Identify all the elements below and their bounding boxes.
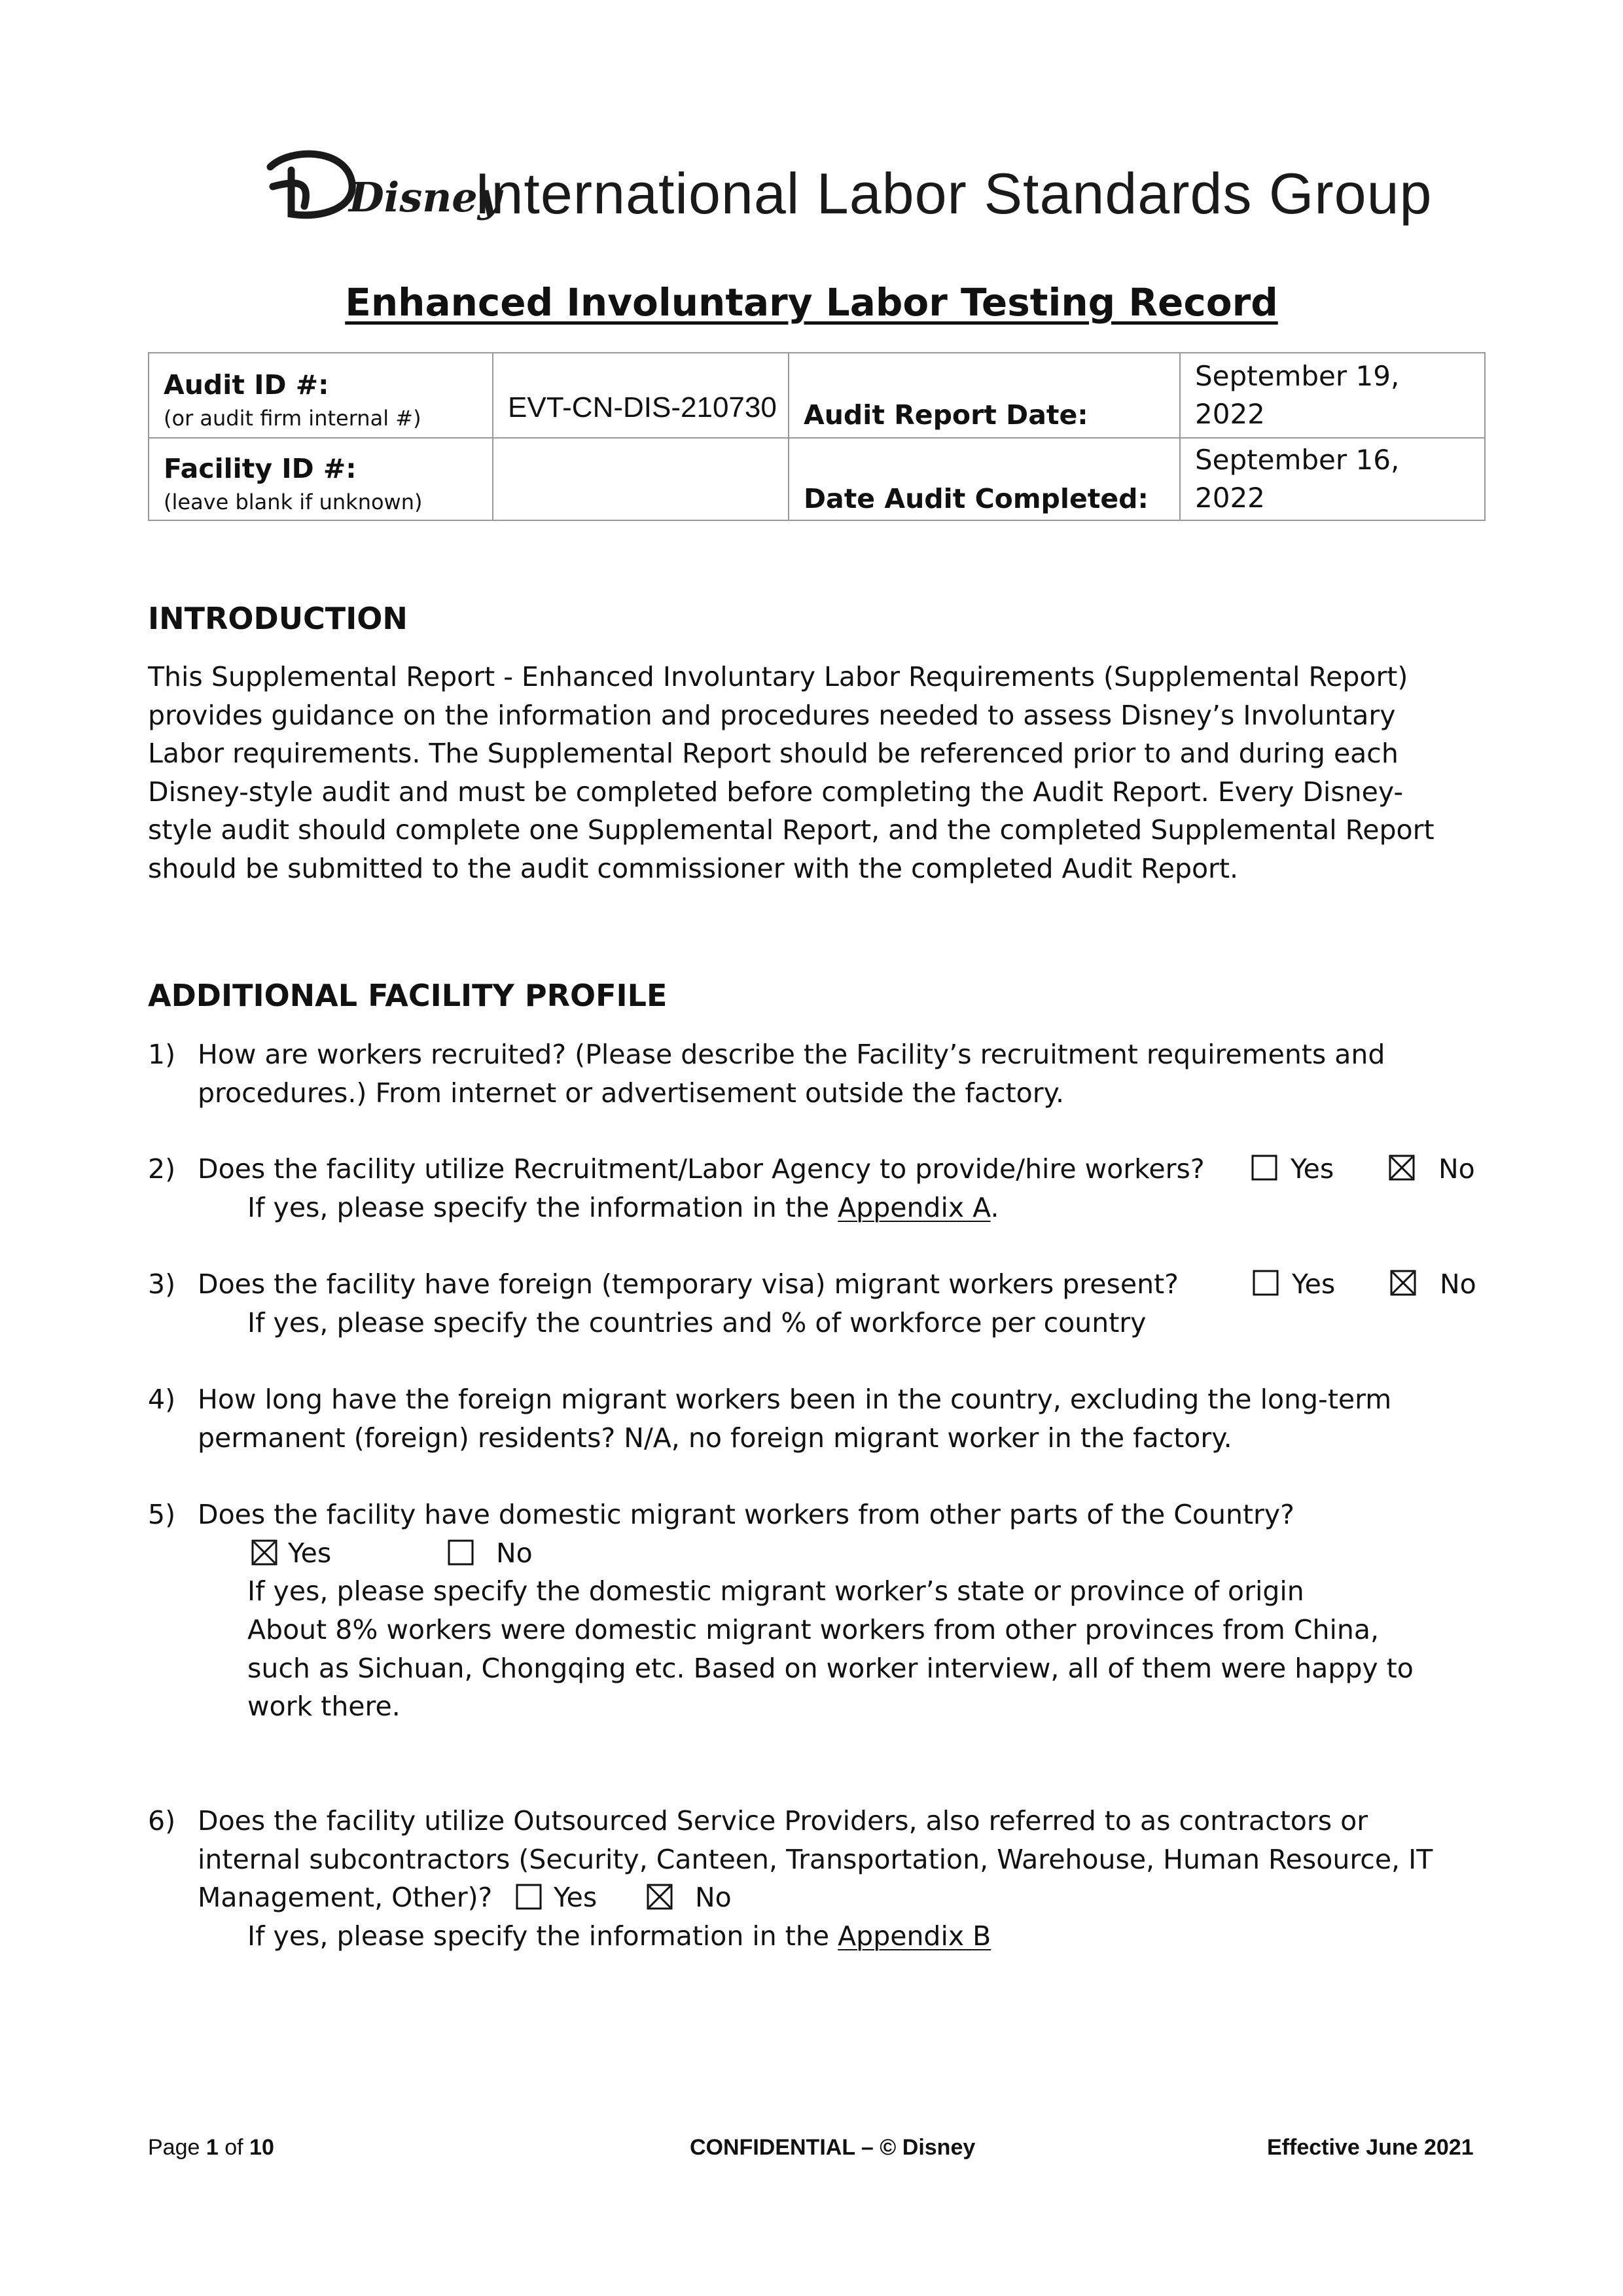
audit-id-label: Audit ID #:	[164, 369, 329, 401]
q5-yes-checkbox[interactable]	[251, 1539, 277, 1566]
q5-note: If yes, please specify the domestic migrant worker’s state or province of origin	[247, 1575, 1304, 1607]
q2-no-label: No	[1438, 1153, 1475, 1185]
org-name: International Labor Standards Group	[474, 161, 1433, 226]
appendix-b-link[interactable]: Appendix B	[838, 1920, 991, 1952]
facility-id-note: (leave blank if unknown)	[164, 490, 423, 514]
q1-text: How are workers recruited? (Please describe the Facility’s recruitment requirements and procedures.) From internet or advertisement outside the factory.	[198, 1039, 1385, 1109]
q3-no-label: No	[1440, 1268, 1476, 1300]
q4-text: How long have the foreign migrant workers been in the country, excluding the long-term permanent (foreign) residents? N/A, no foreign migrant worker in the factory.	[198, 1384, 1392, 1454]
effective-date: Effective June 2021	[1267, 2135, 1474, 2160]
q6-text: Does the facility utilize Outsourced Service Providers, also referred to as contractors or internal subcontractors (Security, Canteen, Transportation, Warehouse, Human Resource, IT Management, Other)?	[198, 1805, 1433, 1913]
audit-report-date-value: September 19, 2022	[1195, 360, 1400, 430]
q2-text: Does the facility utilize Recruitment/Labor Agency to provide/hire workers?	[198, 1153, 1205, 1185]
audit-id-note: (or audit firm internal #)	[164, 406, 421, 431]
q5-no-checkbox[interactable]	[448, 1539, 474, 1566]
q1-number: 1)	[148, 1039, 176, 1070]
q6-number: 6)	[148, 1805, 176, 1837]
q4-number: 4)	[148, 1384, 176, 1415]
q2-note: If yes, please specify the information in the Appendix A.	[247, 1192, 999, 1223]
q2-yes-label: Yes	[1291, 1153, 1334, 1185]
q6-note: If yes, please specify the information in the Appendix B	[247, 1920, 991, 1952]
appendix-a-link[interactable]: Appendix A	[838, 1192, 991, 1223]
document-title: Enhanced Involuntary Labor Testing Record	[345, 280, 1278, 325]
q3-note: If yes, please specify the countries and % of workforce per country	[247, 1307, 1147, 1338]
audit-info-table	[148, 352, 1486, 521]
q3-number: 3)	[148, 1268, 176, 1300]
audit-report-date-label: Audit Report Date:	[804, 399, 1088, 431]
q5-yes-label: Yes	[288, 1537, 332, 1569]
q6-no-label: No	[695, 1882, 732, 1913]
q5-no-label: No	[496, 1537, 533, 1569]
logo-wordmark: Disney	[349, 173, 501, 221]
disney-logo	[265, 141, 501, 239]
facility-id-label: Facility ID #:	[164, 453, 357, 484]
page-header	[265, 141, 1433, 245]
q3-no-checkbox[interactable]	[1390, 1270, 1416, 1296]
q2-yes-checkbox[interactable]	[1251, 1155, 1277, 1181]
q6-no-checkbox[interactable]	[647, 1884, 673, 1910]
date-audit-completed-value: September 16, 2022	[1195, 444, 1400, 514]
q6-yes-checkbox[interactable]	[516, 1884, 542, 1910]
facility-profile-heading: ADDITIONAL FACILITY PROFILE	[148, 978, 668, 1013]
confidential-notice: CONFIDENTIAL – © Disney	[690, 2135, 976, 2160]
q2-no-checkbox[interactable]	[1389, 1155, 1415, 1181]
q3-yes-label: Yes	[1292, 1268, 1336, 1300]
introduction-text: This Supplemental Report - Enhanced Involuntary Labor Requirements (Supplemental Report) provides guidance on the information and procedures needed to assess Disney’s Involuntary Labor requirements. The Supplemental Report should be referenced prior to and during each Disney-style audit and must be completed before completing the Audit Report. Every Disney- style audit should complete one Supplemental Report, and the completed Supplemental Report should be submitted to the audit commissioner with the completed Audit Report.	[148, 661, 1435, 884]
audit-id-value: EVT-CN-DIS-210730	[508, 391, 777, 423]
date-audit-completed-label: Date Audit Completed:	[804, 483, 1149, 514]
q5-number: 5)	[148, 1499, 176, 1530]
page-number: Page 1 of 10	[148, 2135, 274, 2160]
q5-answer: About 8% workers were domestic migrant workers from other provinces from China, such as Sichuan, Chongqing etc. Based on worker interview, all of them were happy to work there.	[247, 1614, 1414, 1722]
introduction-heading: INTRODUCTION	[148, 601, 408, 636]
q3-text: Does the facility have foreign (temporary visa) migrant workers present?	[198, 1268, 1179, 1300]
q6-yes-label: Yes	[554, 1882, 597, 1913]
q2-number: 2)	[148, 1153, 176, 1185]
q3-yes-checkbox[interactable]	[1253, 1270, 1279, 1296]
q5-text: Does the facility have domestic migrant workers from other parts of the Country?	[198, 1499, 1294, 1530]
